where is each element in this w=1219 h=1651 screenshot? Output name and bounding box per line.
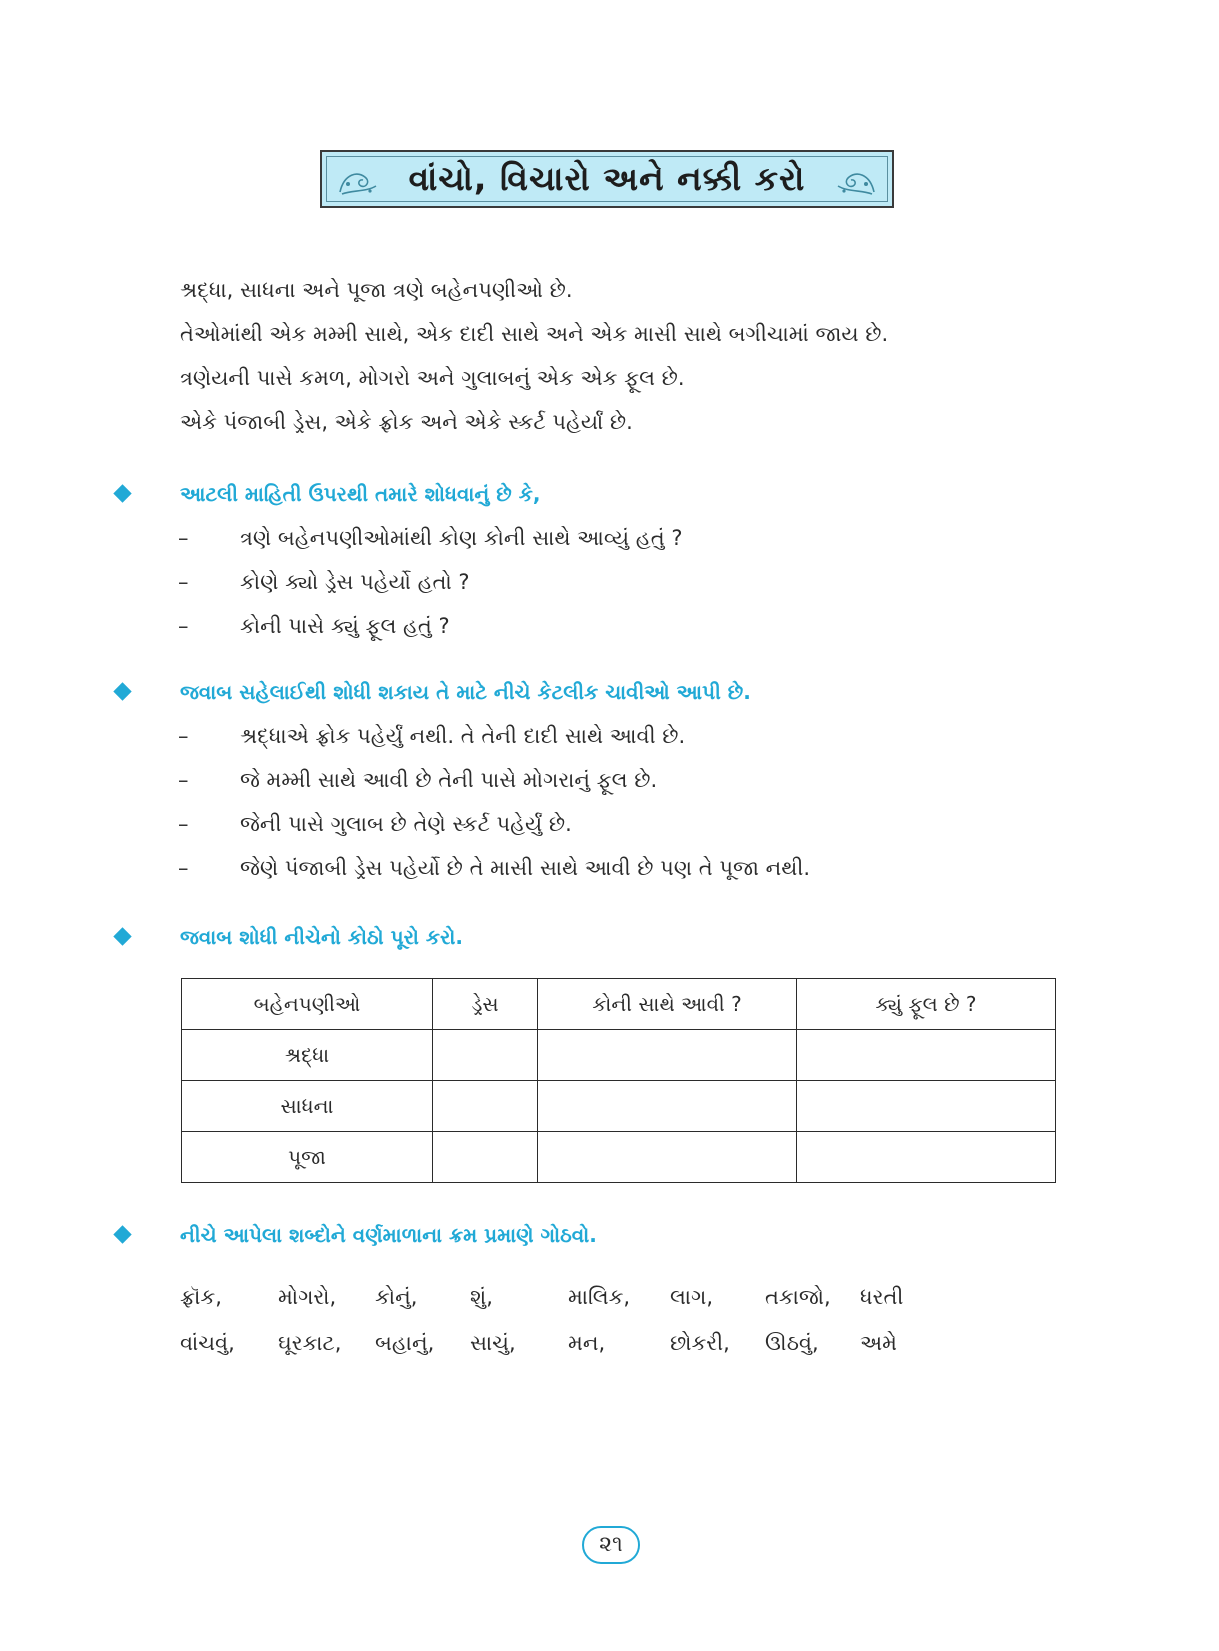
intro-line: ત્રણેયની પાસે કમળ, મોગરો અને ગુલાબનું એક એક ફૂલ છે. — [180, 366, 685, 390]
diamond-bullet-icon — [113, 927, 131, 945]
diamond-bullet-icon — [113, 682, 131, 700]
answer-cell[interactable] — [433, 1132, 538, 1183]
answer-cell[interactable] — [538, 1030, 797, 1081]
word: વાંચવું, — [180, 1331, 235, 1355]
section-alphabetical — [110, 1213, 1110, 1257]
dash-icon: – — [178, 724, 189, 748]
word: લાગ, — [670, 1285, 714, 1309]
section-clues — [110, 670, 1110, 890]
dash-icon: – — [178, 812, 189, 836]
answer-table — [181, 978, 1056, 1183]
answer-cell[interactable] — [797, 1132, 1056, 1183]
word: મન, — [568, 1331, 606, 1355]
list-item: – જેણે પંજાબી ડ્રેસ પહેર્યો છે તે માસી સાથે આવી છે પણ તે પૂજા નથી. — [110, 846, 1110, 890]
list-item: – શ્રદ્ધાએ ફ્રોક પહેર્યું નથી. તે તેની દાદી સાથે આવી છે. — [110, 714, 1110, 758]
table-header-row — [182, 979, 1056, 1030]
dash-icon: – — [178, 856, 189, 880]
row-label: શ્રદ્ધા — [182, 1030, 433, 1081]
intro-text — [180, 268, 1080, 444]
word: સાચું, — [470, 1331, 516, 1355]
word: મોગરો, — [278, 1285, 337, 1309]
word: ધરતી — [860, 1285, 904, 1309]
answer-cell[interactable] — [797, 1030, 1056, 1081]
word: ઘૂરકાટ, — [278, 1331, 342, 1355]
word: છોકરી, — [670, 1331, 730, 1355]
table-row — [182, 1081, 1056, 1132]
list-item: – જે મમ્મી સાથે આવી છે તેની પાસે મોગરાનું ફૂલ છે. — [110, 758, 1110, 802]
intro-line: શ્રદ્ધા, સાધના અને પૂજા ત્રણે બહેનપણીઓ છે. — [180, 278, 573, 302]
section-heading: આટલી માહિતી ઉપરથી તમારે શોધવાનું છે કે, — [180, 482, 541, 506]
floral-ornament-icon — [336, 164, 380, 198]
intro-line: એકે પંજાબી ડ્રેસ, એકે ફ્રોક અને એકે સ્કર્ટ પહેર્યાં છે. — [180, 410, 633, 434]
column-header: ડ્રેસ — [433, 979, 538, 1030]
section-heading: જવાબ શોધી નીચેનો કોઠો પૂરો કરો. — [180, 925, 463, 949]
row-label: પૂજા — [182, 1132, 433, 1183]
dash-icon: – — [178, 768, 189, 792]
word: તકાજો, — [765, 1285, 831, 1309]
answer-cell[interactable] — [538, 1132, 797, 1183]
answer-cell[interactable] — [797, 1081, 1056, 1132]
word: બહાનું, — [375, 1331, 435, 1355]
answer-cell[interactable] — [433, 1081, 538, 1132]
word: ઊઠવું, — [765, 1331, 819, 1355]
section-heading: જવાબ સહેલાઈથી શોધી શકાય તે માટે નીચે કેટલીક ચાવીઓ આપી છે. — [180, 680, 751, 704]
list-item: – કોની પાસે ક્યું ફૂલ હતું ? — [110, 604, 1110, 648]
section-heading: નીચે આપેલા શબ્દોને વર્ણમાળાના ક્રમ પ્રમાણે ગોઠવો. — [180, 1223, 597, 1247]
section-what-to-find — [110, 472, 1110, 648]
word-row — [180, 1285, 940, 1331]
title-banner — [320, 150, 894, 208]
dash-icon: – — [178, 570, 189, 594]
word: શું, — [470, 1285, 493, 1309]
row-label: સાધના — [182, 1081, 433, 1132]
page-number: ૨૧ — [582, 1526, 640, 1564]
list-item: – કોણે ક્યો ડ્રેસ પહેર્યો હતો ? — [110, 560, 1110, 604]
dash-icon: – — [178, 526, 189, 550]
section-fill-table — [110, 915, 1110, 959]
answer-cell[interactable] — [538, 1081, 797, 1132]
floral-ornament-icon — [834, 164, 878, 198]
intro-line: તેઓમાંથી એક મમ્મી સાથે, એક દાદી સાથે અને એક માસી સાથે બગીચામાં જાય છે. — [180, 322, 889, 346]
list-item: – જેની પાસે ગુલાબ છે તેણે સ્કર્ટ પહેર્યું છે. — [110, 802, 1110, 846]
word: અમે — [860, 1331, 897, 1355]
word-row — [180, 1331, 940, 1377]
column-header: કોની સાથે આવી ? — [538, 979, 797, 1030]
dash-icon: – — [178, 614, 189, 638]
table-row — [182, 1030, 1056, 1081]
diamond-bullet-icon — [113, 1225, 131, 1243]
word: કોનું, — [375, 1285, 418, 1309]
table-row — [182, 1132, 1056, 1183]
word: ફ્રૉક, — [180, 1285, 222, 1309]
word: માલિક, — [568, 1285, 631, 1309]
diamond-bullet-icon — [113, 484, 131, 502]
page-title: વાંચો, વિચારો અને નક્કી કરો — [408, 159, 806, 198]
answer-cell[interactable] — [433, 1030, 538, 1081]
word-list — [180, 1285, 940, 1377]
column-header: ક્યું ફૂલ છે ? — [797, 979, 1056, 1030]
column-header: બહેનપણીઓ — [182, 979, 433, 1030]
list-item: – ત્રણે બહેનપણીઓમાંથી કોણ કોની સાથે આવ્યું હતું ? — [110, 516, 1110, 560]
